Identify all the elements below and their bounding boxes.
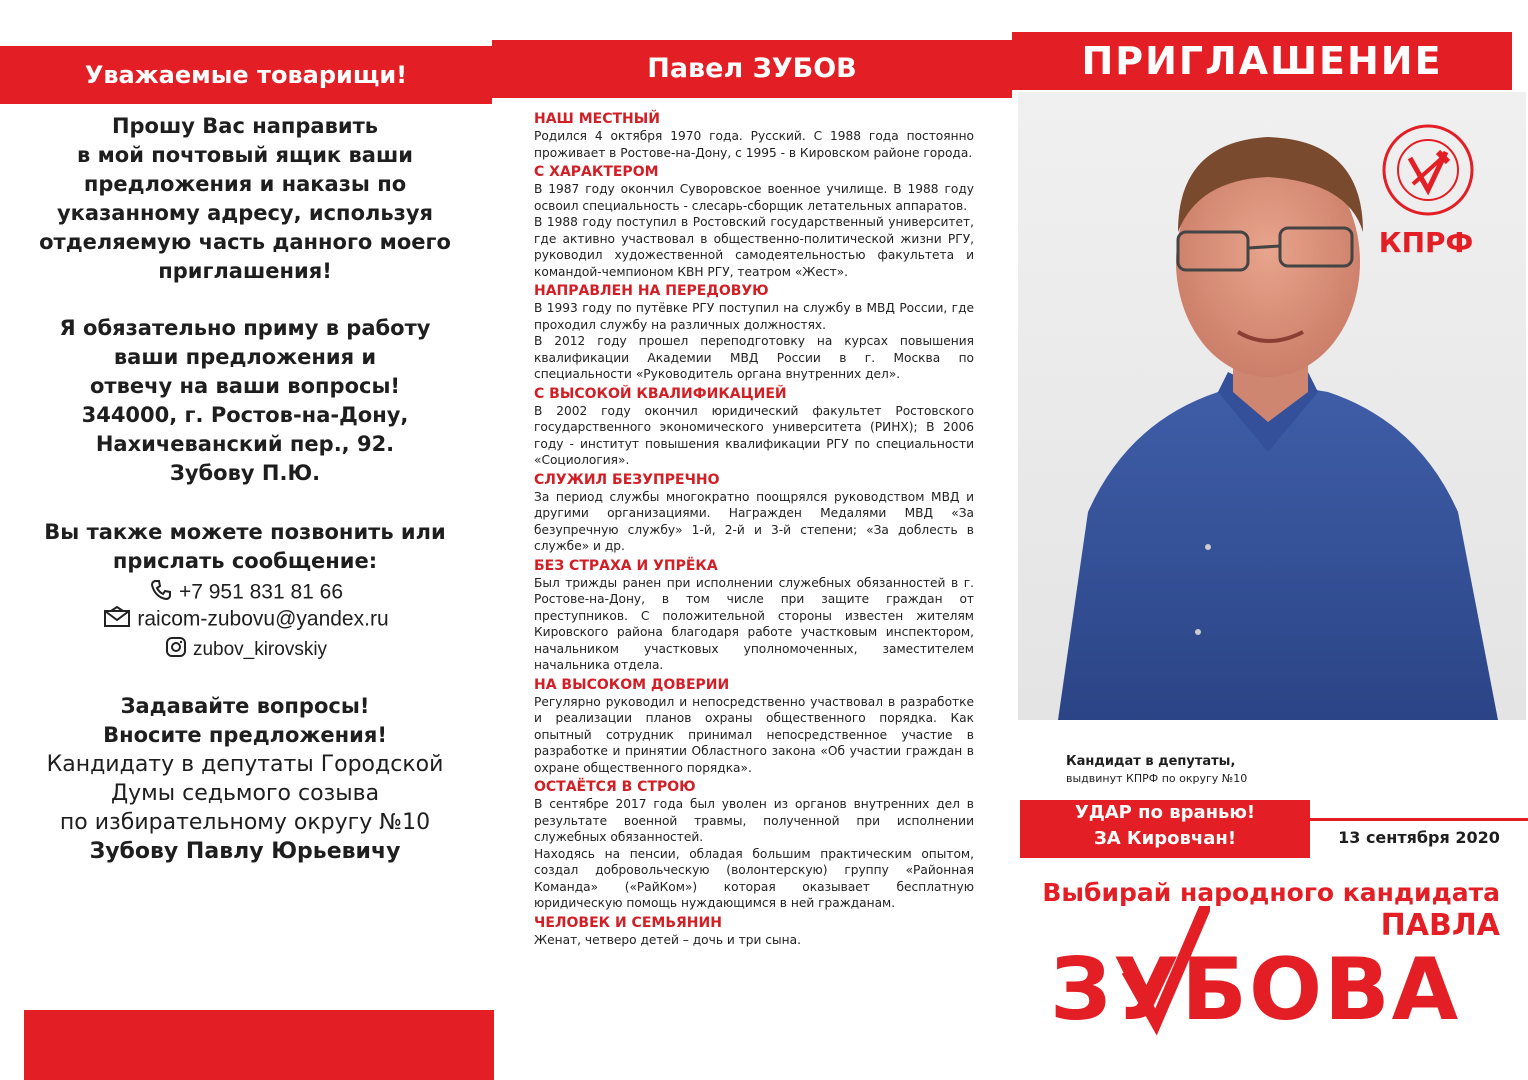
party-logo-text: КПРФ — [1378, 226, 1474, 259]
checkmark-icon — [1120, 906, 1210, 1040]
instagram-handle[interactable]: zubov_kirovskiy — [192, 639, 328, 661]
postal-address-line: 344000, г. Ростов-на-Дону, — [81, 403, 409, 427]
phone-number[interactable]: +7 951 831 81 66 — [178, 580, 344, 604]
address-line: Кандидату в депутаты Городской — [46, 752, 444, 777]
bio-section-title: НАШ МЕСТНЫЙ — [534, 111, 660, 127]
postal-address-line: Зубову П.Ю. — [169, 461, 321, 485]
promise-line: отвечу на ваши вопросы! — [89, 374, 401, 398]
bio-paragraph: В 1987 году окончил Суворовское военное училище. В 1988 году освоил специальность - слесарь-сборщик летательных аппаратов. — [534, 182, 974, 213]
candidate-surname: ЗУБОВА — [1050, 940, 1461, 1040]
slogan-line: ЗА Кировчан! — [1093, 828, 1237, 849]
bio-paragraph: Регулярно руководил и непосредственно участвовал в разработке и реализации планов охраны общественного порядка. Как опытный сотрудник принимал непосредственное участие в разработке и принятии Областного закона «Об участии граждан в охране общественного порядка». — [534, 694, 974, 775]
appeal-line: указанному адресу, используя — [56, 201, 434, 225]
cta-line: Задавайте вопросы! — [120, 694, 370, 718]
postal-address-line: Нахичеванский пер., 92. — [95, 432, 395, 456]
election-date: 13 сентября 2020 — [1338, 828, 1500, 847]
appeal-line: отделяемую часть данного моего — [39, 230, 451, 254]
bio-section-title: С ВЫСОКОЙ КВАЛИФИКАЦИЕЙ — [534, 385, 787, 402]
bio-paragraph: Родился 4 октября 1970 года. Русский. С 1988 года постоянно проживает в Ростове-на-Дону, с 1995 - в Кировском районе города. — [534, 129, 974, 160]
vote-call: Выбирай народного кандидата — [1042, 878, 1500, 907]
bio-paragraph: Находясь на пенсии, обладая большим практическим опытом, создал добровольческую (волонтерскую) группу «Районная Команда» («РайКом») которая оказывает бесплатную юридическую помощь нуждающимся в ней гражданам. — [534, 846, 974, 910]
instagram-contact[interactable] — [0, 636, 492, 664]
bio-paragraph: В 2012 году прошел переподготовку на курсах повышения квалификации Академии МВД России в г. Москва по специальности «Руководитель органа внутренних дел». — [534, 334, 974, 381]
candidate-first-name: ПАВЛА — [1380, 908, 1500, 943]
promise-line: ваши предложения и — [113, 345, 377, 369]
address-line: Думы седьмого созыва — [110, 781, 380, 806]
bio-section-title: НА ВЫСОКОМ ДОВЕРИИ — [534, 676, 730, 693]
address-line: по избирательному округу №10 — [59, 810, 431, 835]
candidate-status: Кандидат в депутаты, — [1066, 754, 1236, 769]
biography — [534, 108, 974, 948]
call-to-action — [20, 692, 470, 750]
recipient-name: Зубову Павлу Юрьевичу — [89, 839, 401, 864]
appeal-line: приглашения! — [158, 259, 332, 283]
email-address[interactable]: raicom-zubovu@yandex.ru — [137, 607, 389, 631]
nomination-info: выдвинут КПРФ по округу №10 — [1066, 772, 1248, 785]
email-contact[interactable] — [0, 606, 492, 634]
appeal-text — [20, 112, 470, 286]
appeal-line: предложения и наказы по — [83, 172, 407, 196]
contact-title-line: прислать сообщение: — [112, 549, 378, 573]
bio-section-title: НАПРАВЛЕН НА ПЕРЕДОВУЮ — [534, 283, 769, 299]
bio-section-title: ЧЕЛОВЕК И СЕМЬЯНИН — [534, 914, 722, 931]
tear-off-bar — [24, 1010, 494, 1080]
bio-section-title: С ХАРАКТЕРОМ — [534, 164, 659, 180]
recipient-address — [20, 750, 470, 866]
bio-section-title: БЕЗ СТРАХА И УПРЁКА — [534, 557, 718, 574]
envelope-icon — [103, 606, 131, 634]
bio-paragraph: В сентябре 2017 года был уволен из органов внутренних дел в результате военной травмы, полученной при исполнении служебных обязанностей. — [534, 797, 974, 844]
bio-paragraph: Был трижды ранен при исполнении служебных обязанностей в г. Ростове-на-Дону, в том числе при защите граждан от преступников. С положительной стороны известен жителям Кировского района благодаря работе участковым инспектором, начальником участковых уполномоченных, заместителем начальника отдела. — [534, 575, 974, 672]
bio-section-title: ОСТАЁТСЯ В СТРОЮ — [534, 779, 696, 795]
bio-paragraph: За период службы многократно поощрялся руководством МВД и другими организациями. Награжден Медалями МВД «За безупречную службу» 1-й, 2-й и 3-й степени; «За доблесть в службе» и др. — [534, 489, 974, 553]
kprf-emblem — [1378, 120, 1478, 224]
bio-paragraph: В 2002 году окончил юридический факультет Ростовского государственного экономического университета (РИНХ); В 2006 году - институт повышения квалификации РГУ по специальности «Социология». — [534, 403, 974, 467]
bio-section-title: СЛУЖИЛ БЕЗУПРЕЧНО — [534, 471, 720, 488]
instagram-icon — [165, 636, 187, 664]
cta-line: Вносите предложения! — [103, 723, 387, 747]
bio-paragraph: Женат, четверо детей – дочь и три сына. — [534, 932, 801, 947]
phone-icon — [149, 578, 173, 608]
promise-text — [20, 314, 470, 488]
slogan-line: УДАР по вранью! — [1074, 802, 1256, 823]
invitation-title: ПРИГЛАШЕНИЕ — [1081, 39, 1443, 83]
appeal-line: в мой почтовый ящик ваши — [77, 143, 413, 167]
contact-title-line: Вы также можете позвонить или — [44, 520, 446, 544]
appeal-line: Прошу Вас направить — [111, 114, 379, 138]
phone-contact[interactable] — [0, 578, 492, 608]
bio-paragraph: В 1993 году по путёвке РГУ поступил на службу в МВД России, где проходил службу на различных должностях. — [534, 301, 974, 332]
contact-title — [20, 518, 470, 576]
bio-paragraph: В 1988 году поступил в Ростовский государственный университет, где активно участвовал в общественно-политической жизни РГУ, руководил художественной самодеятельностью факультета и командой-чемпионом КВН РГУ, театром «Жест». — [534, 215, 974, 279]
left-header-title: Уважаемые товарищи! — [84, 61, 408, 89]
promise-line: Я обязательно приму в работу — [59, 316, 431, 340]
candidate-name-header: Павел ЗУБОВ — [647, 53, 857, 84]
